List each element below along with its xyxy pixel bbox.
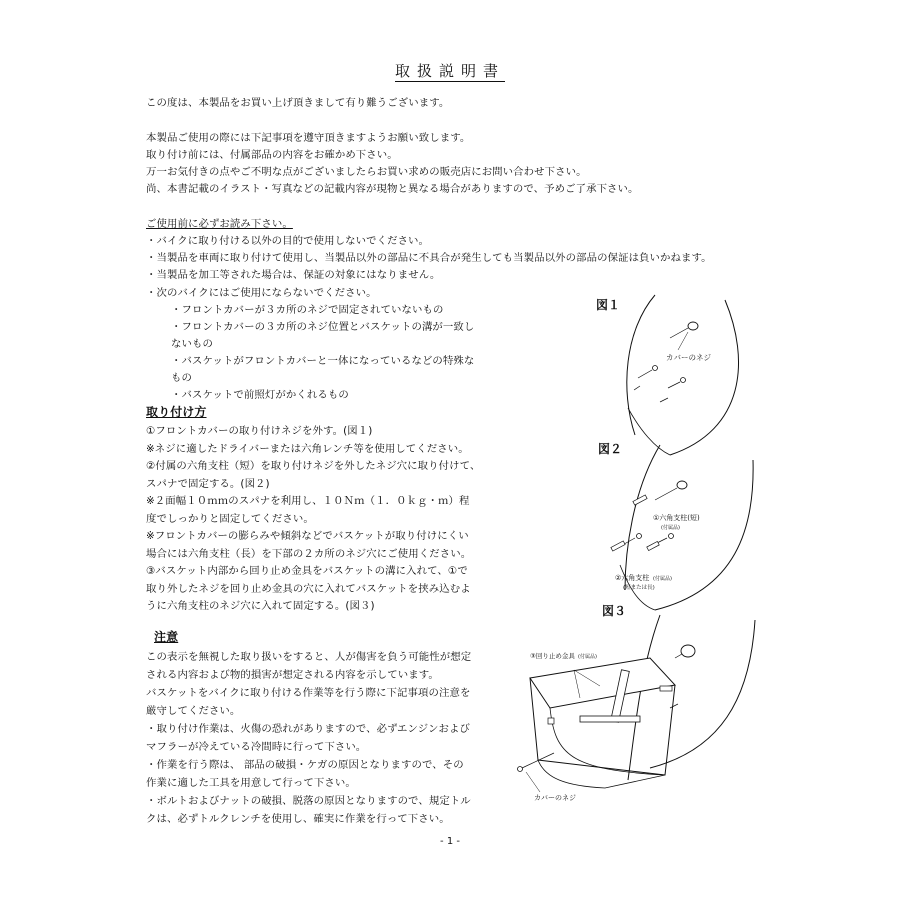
caution-line: される内容および物的損害が想定される内容を示しています。 bbox=[146, 669, 439, 681]
note-line: 取り付け前には、付属部品の内容をお確かめ下さい。 bbox=[146, 149, 398, 161]
note-line: 尚、本書記載のイラスト・写真などの記載内容が現物と異なる場合がありますので、予めご了承下さい。 bbox=[146, 183, 639, 195]
caution-line: 厳守してください。 bbox=[146, 705, 241, 717]
caution-heading: 注意 bbox=[154, 630, 179, 644]
install-heading: 取り付け方 bbox=[146, 405, 207, 419]
install-line: ①フロントカバーの取り付けネジを外す。(図１) bbox=[146, 425, 373, 437]
before-use-heading: ご使用前に必ずお読み下さい。 bbox=[146, 218, 293, 230]
figure-1-label: 図１ bbox=[596, 298, 621, 312]
document-title bbox=[0, 60, 900, 81]
figure-2-callout-long: ②六角支柱 bbox=[615, 574, 650, 582]
before-use-item: ・当製品を車両に取り付けて使用し、当製品以外の部品に不具合が発生しても当製品以外の部品の保証は負いかねます。 bbox=[146, 252, 712, 264]
caution-line: バスケットをバイクに取り付ける作業等を行う際に下記事項の注意を bbox=[146, 687, 471, 699]
figure-2-illustration bbox=[595, 440, 760, 620]
figure-3-callout-screw: カバーのネジ bbox=[534, 794, 576, 802]
caution-line: マフラーが冷えている冷間時に行って下さい。 bbox=[146, 741, 367, 753]
before-use-subitem: ないもの bbox=[171, 338, 213, 350]
caution-line: ・取り付け作業は、火傷の恐れがありますので、必ずエンジンおよび bbox=[146, 723, 470, 735]
install-line: スパナで固定する。(図２) bbox=[146, 478, 270, 490]
before-use-item: ・当製品を加工等された場合は、保証の対象にはなりません。 bbox=[146, 269, 441, 281]
before-use-subitem: ・バスケットで前照灯がかくれるもの bbox=[171, 389, 349, 401]
caution-line: ・ボルトおよびナットの破損、脱落の原因となりますので、規定トル bbox=[146, 795, 471, 807]
install-line: ※フロントカバーの膨らみや傾斜などでバスケットが取り付けにくい bbox=[146, 530, 469, 542]
figure-3-callout-bracket: ③回り止め金具 bbox=[530, 652, 575, 660]
install-line: 取り外したネジを回り止め金具の穴に入れてバスケットを挟み込むよ bbox=[146, 583, 471, 595]
figure-3-label: 図３ bbox=[602, 604, 627, 618]
figure-2-label: 図２ bbox=[598, 442, 623, 456]
figure-1-callout: カバーのネジ bbox=[666, 353, 711, 362]
document-title-text: 取扱説明書 bbox=[394, 62, 505, 80]
caution-line: クは、必ずトルクレンチを使用し、確実に作業を行って下さい。 bbox=[146, 813, 450, 825]
note-line: 万一お気付きの点やご不明な点がございましたらお買い求めの販売店にお問い合わせ下さい。 bbox=[146, 166, 587, 178]
caution-line: この表示を無視した取り扱いをすると、人が傷害を負う可能性が想定 bbox=[146, 651, 472, 663]
before-use-item: ・バイクに取り付ける以外の目的で使用しないでください。 bbox=[146, 235, 430, 247]
install-line: 場合には六角支柱（長）を下部の２カ所のネジ穴にご使用ください。 bbox=[146, 548, 472, 560]
caution-line: 作業に適した工具を用意して行って下さい。 bbox=[146, 777, 356, 789]
before-use-subitem: もの bbox=[171, 372, 192, 384]
install-line: ②付属の六角支柱（短）を取り付けネジを外したネジ穴に取り付けて、 bbox=[146, 460, 481, 472]
before-use-item: ・次のバイクにはご使用にならないでください。 bbox=[146, 287, 377, 299]
install-line: ※ネジに適したドライバーまたは六角レンチ等を使用してください。 bbox=[146, 443, 469, 455]
note-line: 本製品ご使用の際には下記事項を遵守頂きますようお願い致します。 bbox=[146, 132, 471, 144]
caution-line: ・作業を行う際は、 部品の破損・ケガの原因となりますので、その bbox=[146, 759, 464, 771]
figure-1-illustration bbox=[600, 290, 760, 465]
before-use-subitem: ・フロントカバーが３カ所のネジで固定されていないもの bbox=[171, 304, 444, 316]
figure-3-illustration bbox=[510, 610, 760, 810]
install-line: 度でしっかりと固定してください。 bbox=[146, 513, 314, 525]
install-line: うに六角支柱のネジ穴に入れて固定する。(図３) bbox=[146, 600, 375, 612]
figure-3-note-bracket: (付属品) bbox=[578, 654, 597, 660]
page-number: - 1 - bbox=[440, 836, 460, 847]
figure-2-note-long: (付属品) bbox=[653, 576, 672, 582]
before-use-subitem: ・フロントカバーの３カ所のネジ位置とバスケットの溝が一致し bbox=[171, 321, 475, 333]
install-line: ※２面幅１０ｍｍのスパナを利用し、１０Ｎｍ（１．０ｋｇ・ｍ）程 bbox=[146, 495, 470, 507]
before-use-subitem: ・バスケットがフロントカバーと一体になっているなどの特殊な bbox=[171, 355, 475, 367]
install-line: ③バスケット内部から回り止め金具をバスケットの溝に入れて、①で bbox=[146, 565, 468, 577]
intro-text: この度は、本製品をお買い上げ頂きまして有り難うございます。 bbox=[146, 97, 450, 109]
figure-2-note-short: (付属品) bbox=[661, 525, 680, 531]
figure-2-callout-long-2: (短または長) bbox=[623, 585, 655, 591]
figure-2-callout-short: ①六角支柱(短) bbox=[653, 514, 700, 522]
